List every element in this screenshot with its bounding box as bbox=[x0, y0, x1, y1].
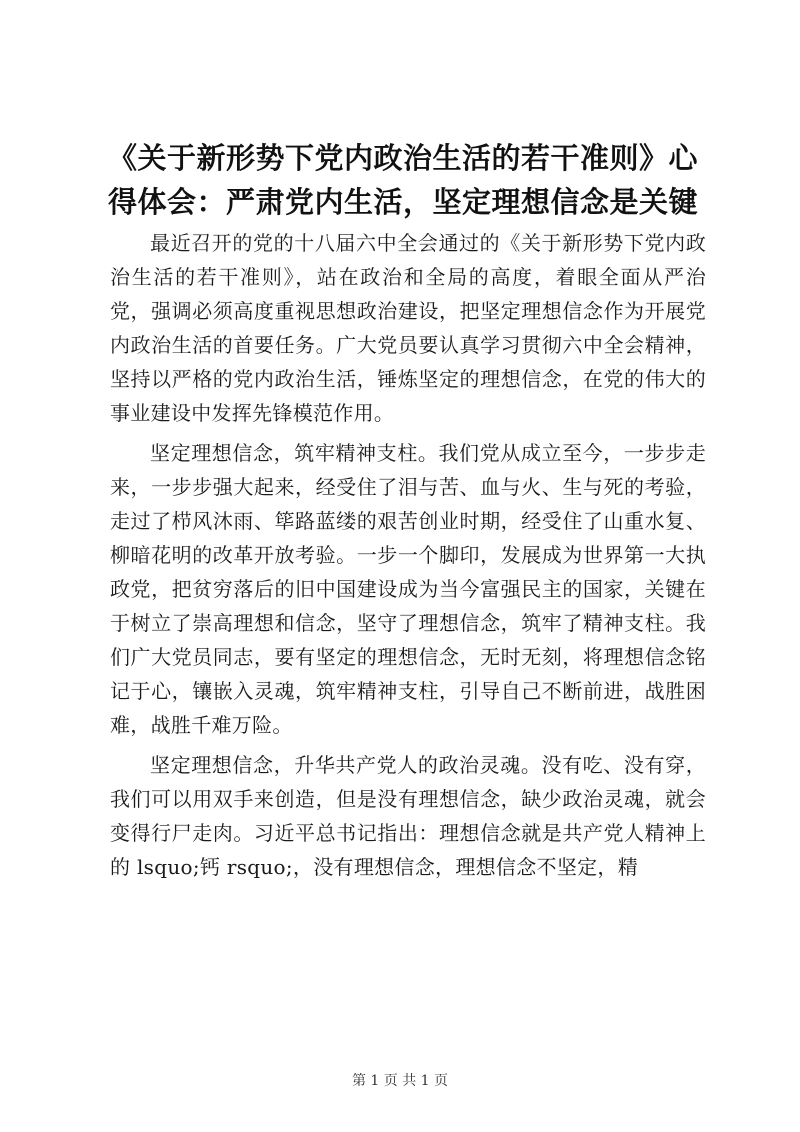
page-footer: 第 1 页 共 1 页 bbox=[351, 1073, 449, 1089]
paragraph: 最近召开的党的十八届六中全会通过的《关于新形势下党内政治生活的若干准则》，站在政治和全局的高度，着眼全面从严治党，强调必须高度重视思想政治建设，把坚定理想信念作为开展党内政治生活的首要任务。广大党员要认真学习贯彻六中全会精神，坚持以严格的党内政治生活，锤炼坚定的理想信念，在党的伟大的事业建设中发挥先锋模范作用。 bbox=[110, 231, 706, 425]
document-body bbox=[110, 226, 706, 890]
paragraph: 坚定理想信念，升华共产党人的政治灵魂。没有吃、没有穿，我们可以用双手来创造，但是没有理想信念，缺少政治灵魂，就会变得行尸走肉。习近平总书记指出：理想信念就是共产党人精神上的 lsquo;钙 rsquo;，没有理想信念，理想信念不坚定，精 bbox=[110, 753, 706, 879]
document-title: 《关于新形势下党内政治生活的若干准则》心得体会：严肃党内生活，坚定理想信念是关键 bbox=[108, 141, 699, 219]
paragraph: 坚定理想信念，筑牢精神支柱。我们党从成立至今，一步步走来，一步步强大起来，经受住了泪与苦、血与火、生与死的考验，走过了栉风沐雨、筚路蓝缕的艰苦创业时期，经受住了山重水复、柳暗花明的改革开放考验。一步一个脚印，发展成为世界第一大执政党，把贫穷落后的旧中国建设成为当今富强民主的国家，关键在于树立了崇高理想和信念，坚守了理想信念，筑牢了精神支柱。我们广大党员同志，要有坚定的理想信念，无时无刻，将理想信念铭记于心，镶嵌入灵魂，筑牢精神支柱，引导自己不断前进，战胜困难，战胜千难万险。 bbox=[110, 441, 706, 737]
